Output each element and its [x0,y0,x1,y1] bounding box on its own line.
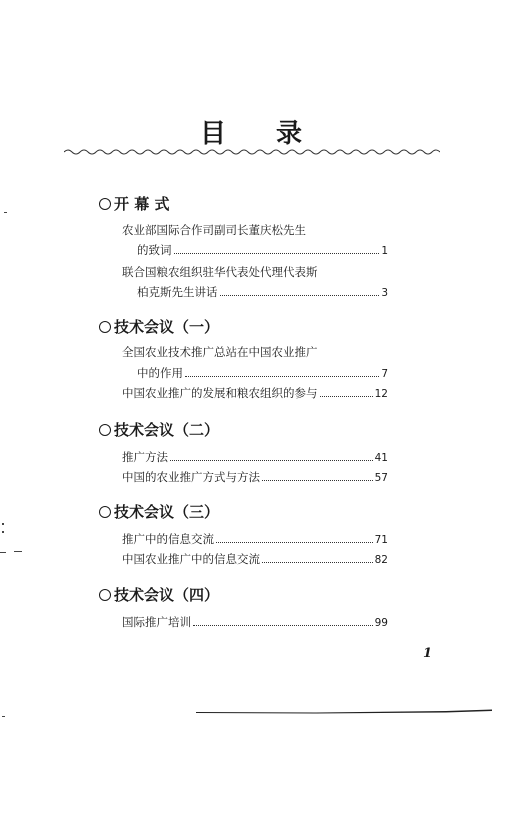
dot-leader [262,561,373,563]
section-heading-tech-3 [99,502,219,522]
toc-page-number: 82 [374,554,388,566]
circle-bullet-icon [99,321,111,333]
toc-entry-text: 柏克斯先生讲话 [137,285,218,299]
title-char-lu: 录 [276,119,303,149]
toc-entry[interactable] [122,614,388,630]
dot-leader [262,479,373,481]
dot-leader [216,541,373,543]
toc-page-number: 3 [381,287,388,299]
toc-entry[interactable] [137,365,388,381]
toc-page-number: 71 [374,534,388,546]
title-char-mu: 目 [200,119,227,149]
toc-entry[interactable] [137,284,388,300]
toc-page-number: 7 [381,368,388,380]
scan-mark [2,716,5,717]
toc-entry-text: 推广方法 [122,450,168,464]
toc-entry-text: 国际推广培训 [122,615,191,629]
toc-entry-line1: 联合国粮农组织驻华代表处代理代表斯 [122,265,318,279]
title-wavy-rule [64,148,440,156]
toc-entry[interactable] [137,242,388,258]
toc-entry-text: 推广中的信息交流 [122,532,214,546]
toc-entry[interactable] [122,385,388,401]
circle-bullet-icon [99,424,111,436]
section-heading-text: 技术会议（四） [114,586,220,604]
section-heading-tech-4 [99,585,219,605]
toc-page-number: 1 [381,245,388,257]
toc-entry-text: 中国农业推广的发展和粮农组织的参与 [122,386,318,400]
circle-bullet-icon [99,589,111,601]
toc-entry-line1: 全国农业技术推广总站在中国农业推广 [122,345,318,359]
toc-entry[interactable] [122,551,388,567]
toc-page-number: 57 [374,472,388,484]
scan-mark [2,531,4,533]
section-heading-text: 开 幕 式 [114,195,170,213]
toc-entry[interactable] [122,449,388,465]
page-number: 1 [423,646,433,661]
toc-entry-text: 的致词 [137,243,172,257]
section-heading-tech-1 [99,317,219,337]
toc-page-number: 12 [374,388,388,400]
scan-mark [4,212,7,213]
scan-mark [14,551,22,552]
dot-leader [320,395,373,397]
dot-leader [170,459,373,461]
dot-leader [193,624,373,626]
toc-page-number: 99 [374,617,388,629]
section-heading-tech-2 [99,420,219,440]
section-heading-opening [99,194,169,214]
toc-entry[interactable] [122,531,388,547]
section-heading-text: 技术会议（一） [114,318,220,336]
dot-leader [185,375,379,377]
toc-entry-text: 中国农业推广中的信息交流 [122,552,260,566]
toc-page-number: 41 [374,452,388,464]
circle-bullet-icon [99,506,111,518]
section-heading-text: 技术会议（三） [114,503,220,521]
toc-entry-text: 中的作用 [137,366,183,380]
scan-mark [0,552,6,553]
dot-leader [220,294,380,296]
scan-mark [2,523,4,525]
bottom-rule [196,708,492,714]
page-title [0,118,505,150]
dot-leader [174,252,380,254]
toc-entry-text: 中国的农业推广方式与方法 [122,470,260,484]
toc-entry[interactable] [122,469,388,485]
section-heading-text: 技术会议（二） [114,421,220,439]
circle-bullet-icon [99,198,111,210]
toc-entry-line1: 农业部国际合作司副司长董庆松先生 [122,223,306,237]
